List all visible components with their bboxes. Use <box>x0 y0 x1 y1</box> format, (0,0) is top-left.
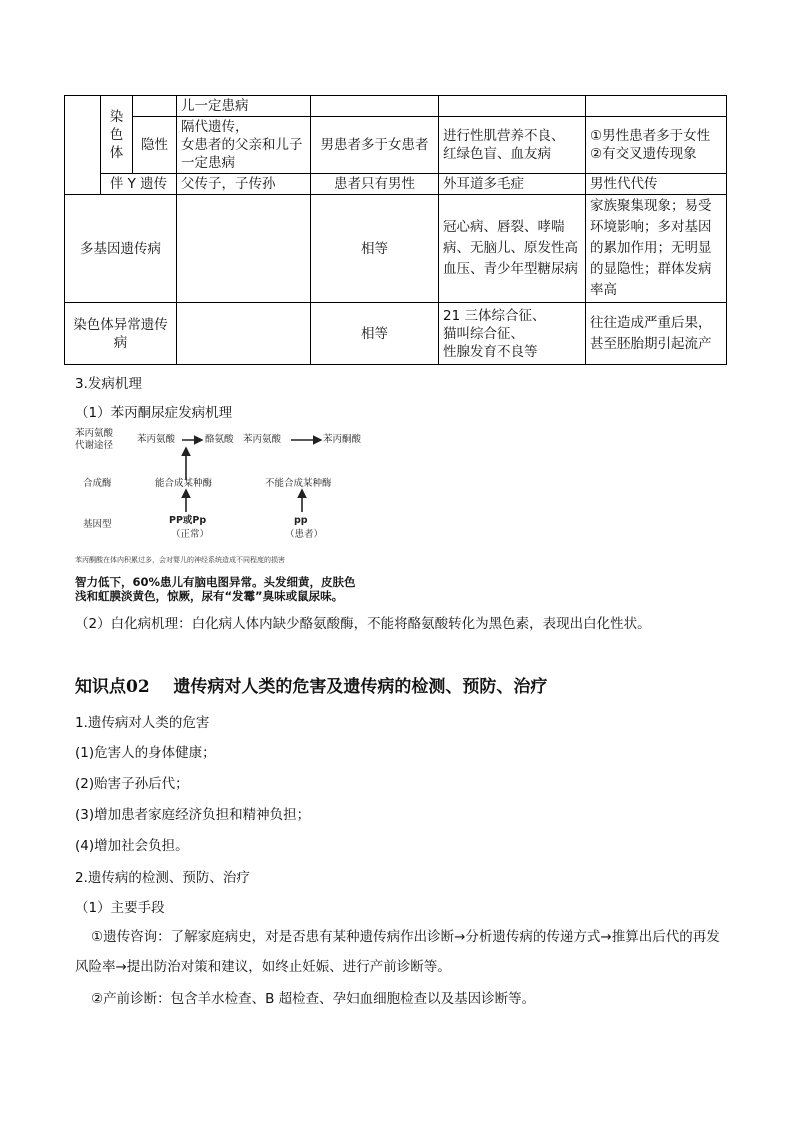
pku-mechanism-diagram <box>75 425 395 605</box>
right-enzyme: 不能合成某种酶 <box>265 478 332 489</box>
table-cell: ①男性患者多于女性 ②有交叉遗传现象 <box>586 117 727 174</box>
table-cell-empty <box>177 303 311 365</box>
table-cell-chromosome: 染色体 <box>101 96 133 174</box>
row-label-genotype: 基因型 <box>83 519 112 530</box>
disease-table <box>64 95 727 365</box>
table-cell: 外耳道多毛症 <box>439 174 586 195</box>
table-row <box>65 174 727 195</box>
table-cell: 冠心病、唇裂、哮喘病、无脑儿、原发性高血压、青少年型糖尿病 <box>439 195 586 303</box>
list-item: (4)增加社会负担。 <box>75 838 189 854</box>
table-cell-empty <box>177 195 311 303</box>
table-cell-empty <box>311 96 439 117</box>
diagram-footnote: 苯丙酮酸在体内积累过多，会对婴儿的神经系统造成不同程度的损害 <box>75 556 285 564</box>
left-note: （正常） <box>171 529 210 540</box>
left-enzyme: 能合成某种酶 <box>155 478 213 489</box>
table-row <box>65 303 727 365</box>
list-item: (1)危害人的身体健康； <box>75 745 216 761</box>
table-cell-type: 伴 Y 遗传 <box>101 174 177 195</box>
table-cell: 男患者多于女患者 <box>311 117 439 174</box>
table-cell: 21 三体综合征、 猫叫综合征、 性腺发育不良等 <box>439 303 586 365</box>
table-row <box>65 195 727 303</box>
subsection-title: （1）苯丙酮尿症发病机理 <box>75 405 233 421</box>
table-cell: 儿一定患病 <box>177 96 311 117</box>
table-row <box>65 117 727 174</box>
table-cell: 相等 <box>311 303 439 365</box>
list-item: (2)贻害子孙后代； <box>75 776 189 792</box>
knowledge-point-title: 知识点02 遗传病对人类的危害及遗传病的检测、预防、治疗 <box>75 677 548 697</box>
table-cell: 父传子，子传孙 <box>177 174 311 195</box>
diagram-symptoms: 智力低下，60%患儿有脑电图异常。头发细黄，皮肤色 浅和虹膜淡黄色，惊厥，尿有“发霉”臭味或鼠尿味。 <box>75 575 356 603</box>
table-cell-empty <box>586 96 727 117</box>
left-substrate: 苯丙氨酸 <box>137 434 176 445</box>
table-cell: 男性代代传 <box>586 174 727 195</box>
row-label-enzyme: 合成酶 <box>83 478 112 489</box>
left-genotype: PP或Pp <box>169 515 207 526</box>
table-cell-empty <box>65 96 101 195</box>
table-cell: 往往造成严重后果，甚至胚胎期引起流产 <box>586 303 727 365</box>
harm-title: 1.遗传病对人类的危害 <box>75 715 210 731</box>
table-cell: 患者只有男性 <box>311 174 439 195</box>
right-substrate: 苯丙氨酸 <box>243 434 282 445</box>
genetic-counseling-paragraph: ①遗传咨询：了解家庭病史，对是否患有某种遗传病作出诊断→分析遗传病的传递方式→推算出后代的再发风险率→提出防治对策和建议，如终止妊娠、进行产前诊断等。 <box>75 929 720 975</box>
table-cell: 隔代遗传， 女患者的父亲和儿子一定患病 <box>177 117 311 174</box>
list-item: (3)增加患者家庭经济负担和精神负担； <box>75 807 311 823</box>
albinism-mechanism: （2）白化病机理：白化病人体内缺少酪氨酸酶，不能将酪氨酸转化为黑色素，表现出白化性状。 <box>75 616 651 632</box>
section-title: 3.发病机理 <box>75 376 142 392</box>
row-label-pathway: 苯丙氨酸 代谢途径 <box>75 428 114 451</box>
right-genotype: pp <box>294 515 308 526</box>
right-product: 苯丙酮酸 <box>323 434 362 445</box>
prenatal-diagnosis-paragraph: ②产前诊断：包含羊水检查、B 超检查、孕妇血细胞检查以及基因诊断等。 <box>91 991 536 1007</box>
right-note: （患者） <box>285 529 324 540</box>
table-cell-type: 染色体异常遗传病 <box>65 303 177 365</box>
table-cell: 相等 <box>311 195 439 303</box>
table-cell-type: 多基因遗传病 <box>65 195 177 303</box>
table-row <box>65 96 727 117</box>
table-cell-recessive: 隐性 <box>133 117 177 174</box>
table-cell: 家族聚集现象；易受环境影响；多对基因的累加作用；无明显的显隐性；群体发病率高 <box>586 195 727 303</box>
prevention-title: 2.遗传病的检测、预防、治疗 <box>75 870 250 886</box>
left-product: 酪氨酸 <box>205 434 234 445</box>
table-cell: 进行性肌营养不良、 红绿色盲、血友病 <box>439 117 586 174</box>
table-cell-empty <box>439 96 586 117</box>
table-cell-empty <box>133 96 177 117</box>
prevention-subtitle: （1）主要手段 <box>75 900 165 916</box>
